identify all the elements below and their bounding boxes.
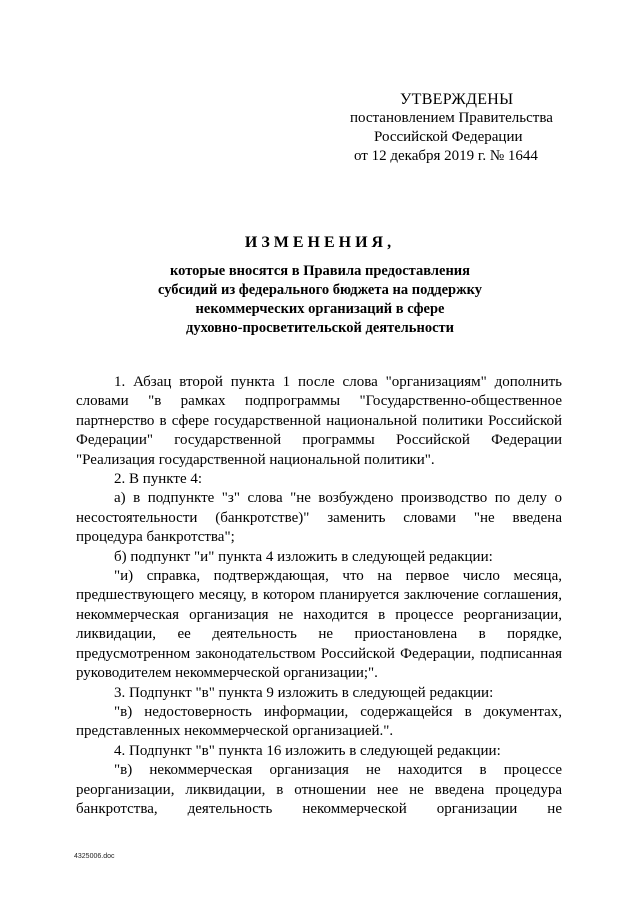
paragraph: "в) некоммерческая организация не находится в процессе реорганизации, ликвидации, в отношении нее не введена процедура банкротства, деятельность некоммерческой организации не [76,762,562,817]
file-reference: 4325006.doc [74,853,115,860]
subtitle-line: которые вносятся в Правила предоставления [169,263,470,279]
paragraph: 3. Подпункт "в" пункта 9 изложить в следующей редакции: [114,684,494,701]
document-subtitle [100,262,540,338]
paragraph: "в) недостоверность информации, содержащейся в документах, представленных некоммерческой организацией.". [76,703,562,740]
approval-heading: УТВЕРЖДЕНЫ [400,91,514,108]
paragraph: 4. Подпункт "в" пункта 16 изложить в следующей редакции: [114,742,501,759]
paragraph: "и) справка, подтверждающая, что на первое число месяца, предшествующего месяцу, в котором планируется заключение соглашения, некоммерческая организация не находится в процессе реорганизации, ликвидации, ее деятельность не приостановлена в порядке, предусмотренном законодательством Российской Федерации, подписанная руководителем некоммерческой организации;". [76,568,562,682]
paragraph: 1. Абзац второй пункта 1 после слова "организациям" дополнить словами "в рамках подпрограммы "Государственно-общественное партнерство в сфере государственной национальной политики Российской Федерации" государственной программы Российской Федерации "Реализация государственной национальной политики". [76,374,562,468]
subtitle-line: субсидий из федерального бюджета на поддержку [157,282,483,298]
subtitle-line: некоммерческих организаций в сфере [195,301,445,317]
paragraph: 2. В пункте 4: [114,471,203,488]
document-title: ИЗМЕНЕНИЯ, [244,234,396,251]
approval-line: постановлением Правительства [350,110,553,126]
paragraph: б) подпункт "и" пункта 4 изложить в следующей редакции: [114,548,493,565]
approval-line: Российской Федерации [374,129,523,145]
subtitle-line: духовно-просветительской деятельности [186,320,454,336]
paragraph: а) в подпункте "з" слова "не возбуждено производство по делу о несостоятельности (банкротстве)" заменить словами "не введена процедура банкротства"; [76,490,562,546]
approval-date: от 12 декабря 2019 г. № 1644 [354,148,538,164]
document-body [76,373,562,819]
approval-block [300,90,560,166]
